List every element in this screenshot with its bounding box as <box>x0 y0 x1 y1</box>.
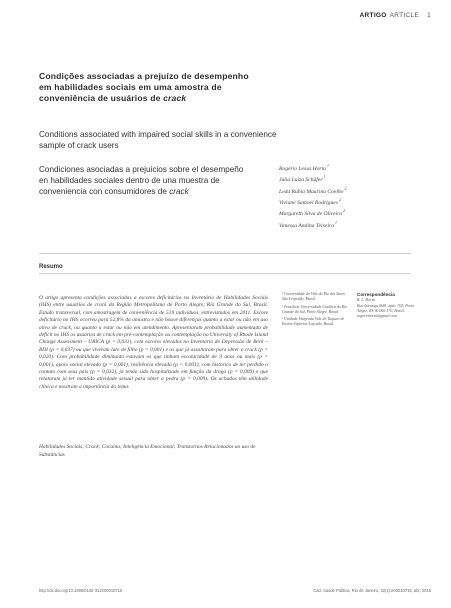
section-divider <box>39 273 411 274</box>
author: Vanessa Andina Teixeira$^1$ <box>279 220 337 229</box>
affiliation: ² Pontifícia Universidade Católica do Rio Grande do Sul, Porto Alegre, Brasil. <box>282 304 348 314</box>
title-portuguese: Condições associadas a prejuízo de desempenho em habilidades sociais em uma amostra de conveniência de usuários de crack <box>39 71 249 104</box>
author: Júlia Luiza Schäfer$^1$ <box>279 175 326 184</box>
affiliation: ¹ Universidade do Vale do Rio dos Sinos, São Leopoldo, Brasil. <box>282 292 346 302</box>
affiliation: ³ Unidade Integrada Vale do Taquari de Ensino Superior, Lajeado, Brasil. <box>282 317 345 327</box>
article-label-en: ARTICLE <box>389 12 420 19</box>
affiliations <box>282 292 350 330</box>
keywords: Habilidades Sociais; Crack; Cocaína; Inteligência Emocional; Transtornos Relacionados ao uso de Substâncias <box>39 444 256 458</box>
author: Rogério Lessa Horta$^1$ <box>279 164 329 172</box>
journal-citation: Cad. Saúde Pública, Rio de Janeiro, 32(4):e00010715, abr, 2016 <box>313 588 431 593</box>
abstract-text: O artigo apresenta condições associadas a escores deficitários no Inventário de Habilidades Sociais (IHS) entre usuários de crack da Região Metropolitana de Porto Alegre, Rio Grande do Sul, Brasil. Estudo transversal, com amostragem de conveniência de 519 indivíduos, entrevistados em 2011. Escore deficitário no IHS ocorreu para 52,8% da amostra e não houve diferenças quanto a estar ou não em uso ativo de crack, ou quanto a estar ou não em atendimento. Apresentaram probabilidade aumentada de déficit no IHS os usuários de crack em pré-contemplação ou contemplação no University of Rhode Island Change Assessment – URICA (p = 0,031), com escores elevados no Inventário de Depressão de Beck – BDI (p = 0,037) ou que viveram luto de filho (p = 0,001) e os que já assaltaram para obter o crack (p = 0,020). Com probabilidade diminuída estavam os que tinham escolaridade de 9 anos ou mais (p = 0,001), apoio social elevado (p = 0,001), resiliência elevada (p < 0,001), com histórico de ter perdido o contato com seus pais (p = 0,032), já tendo sido hospitalizado em função da droga (p = 0,009) e que relataram já ter mantido atividade sexual para obter a pedra (p = 0,009). Os achados têm utilidade clínica e mostram a importância do tema. <box>39 295 268 390</box>
correspondence-email: rogeriohorta@gmail.com <box>357 314 397 319</box>
abstract-heading: Resumo <box>39 264 63 270</box>
author: Margareth Silva de Oliveira$^2$ <box>279 209 346 218</box>
abstract-body <box>39 295 268 391</box>
article-label-pt: ARTIGO <box>359 12 387 19</box>
correspondence-line: Alegre, RS 90.000-170, Brasil. <box>357 308 405 313</box>
doi-link[interactable]: http://dx.doi.org/10.1590/0102-311X00010715 <box>39 588 123 593</box>
author-list <box>279 162 429 230</box>
title-spanish: Condiciones asociadas a prejuicios sobre el desempeño en habilidades sociales dentro de una muestra de conveniencia con consumidores de crack <box>39 165 244 197</box>
running-header <box>360 12 431 19</box>
section-divider <box>39 253 411 254</box>
author: Leda Rúbia Maurina Coelho$^2$ <box>279 186 347 195</box>
author: Viviane Samoel Rodrigues$^2$ <box>279 198 341 206</box>
correspondence <box>357 292 429 319</box>
correspondence-line: Rua Ipiranga 6681, apto. 703, Porto <box>357 303 415 308</box>
correspondence-line: R. L. Horta <box>357 298 375 303</box>
correspondence-title: Correspondência <box>357 292 395 297</box>
page-number: 1 <box>427 12 431 19</box>
title-english: Conditions associated with impaired social skills in a convenience sample of crack users <box>39 130 277 151</box>
